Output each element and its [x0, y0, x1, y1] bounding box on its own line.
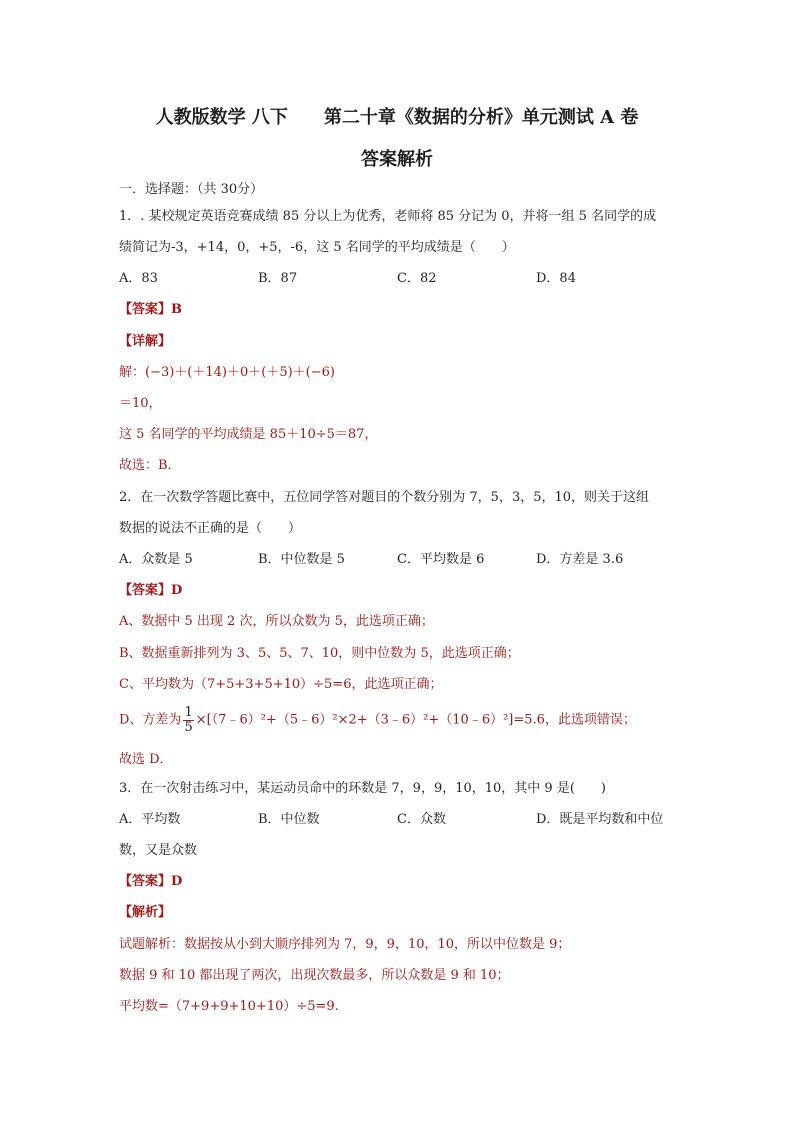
q2-option-c: C．平均数是 6: [397, 552, 485, 567]
section-heading: 一．选择题：（共 30分）: [119, 182, 264, 197]
q3-option-d: D．既是平均数和中位: [536, 812, 664, 827]
q2-option-a: A．众数是 5: [119, 552, 193, 567]
page-subtitle: 答案解析: [361, 149, 433, 170]
q1-text-line1: 1．. 某校规定英语竞赛成绩 85 分以上为优秀，老师将 85 分记为 0，并将一组 5 名同学的成: [119, 209, 657, 224]
page-title: 人教版数学 八下 第二十章《数据的分析》单元测试 A 卷: [155, 107, 639, 128]
q3-analysis-label: 【解析】: [119, 905, 172, 920]
q3-option-d-continued: 数，又是众数: [119, 843, 198, 858]
q1-solution-line2: ＝10，: [119, 396, 162, 411]
q2-text-line1: 2．在一次数学答题比赛中，五位同学答对题目的个数分别为 7，5，3，5，10，则关于这组: [119, 490, 650, 505]
q1-answer: 【答案】B: [119, 302, 182, 317]
q2-answer: 【答案】D: [119, 583, 183, 598]
q3-option-a: A．平均数: [119, 812, 181, 827]
q3-option-b: B．中位数: [258, 812, 320, 827]
fraction-denominator: 5: [184, 720, 193, 735]
q1-option-a: A．83: [119, 271, 158, 286]
q1-option-d: D．84: [536, 271, 576, 286]
q2-explanation-d: [119, 706, 636, 735]
q1-option-b: B．87: [258, 271, 298, 286]
q3-explanation-line3: 平均数=（7+9+9+10+10）÷5=9.: [119, 999, 339, 1014]
q1-solution-line4: 故选：B．: [119, 458, 181, 473]
q3-explanation-line2: 数据 9 和 10 都出现了两次，出现次数最多，所以众数是 9 和 10；: [119, 968, 510, 983]
q2-text-line2: 数据的说法不正确的是（ ）: [119, 521, 302, 536]
q2-conclusion: 故选 D．: [119, 752, 173, 767]
q2-explanation-b: B、数据重新排列为 3、5、5、7、10，则中位数为 5，此选项正确；: [119, 646, 520, 661]
q3-option-c: C．众数: [397, 812, 446, 827]
q1-detail-label: 【详解】: [119, 334, 172, 349]
fraction: [183, 706, 193, 735]
q1-solution-line1: 解：(−3)＋(＋14)＋0＋(＋5)＋(−6): [119, 365, 335, 380]
q2-explanation-d-prefix: D、方差为: [119, 712, 182, 728]
q2-explanation-a: A、数据中 5 出现 2 次，所以众数为 5，此选项正确；: [119, 614, 434, 629]
q1-solution-line3: 这 5 名同学的平均成绩是 85＋10÷5＝87，: [119, 427, 378, 442]
q1-text-line2: 绩简记为-3，+14，0，+5，-6，这 5 名同学的平均成绩是（ ）: [119, 240, 515, 255]
q2-option-b: B．中位数是 5: [258, 552, 345, 567]
q2-explanation-d-suffix: ×[（7﹣6）²+（5﹣6）²×2+（3﹣6）²+（10﹣6）²]=5.6，此选项错误；: [195, 712, 636, 728]
q3-answer: 【答案】D: [119, 874, 183, 889]
q3-explanation-line1: 试题解析：数据按从小到大顺序排列为 7，9，9，10，10，所以中位数是 9；: [119, 937, 571, 952]
q3-text-line1: 3．在一次射击练习中，某运动员命中的环数是 7，9，9，10，10，其中 9 是( ): [119, 781, 606, 796]
q2-explanation-c: C、平均数为（7+5+3+5+10）÷5=6，此选项正确；: [119, 677, 443, 692]
q2-option-d: D．方差是 3.6: [536, 552, 624, 567]
fraction-numerator: 1: [184, 705, 193, 720]
q1-option-c: C．82: [397, 271, 437, 286]
